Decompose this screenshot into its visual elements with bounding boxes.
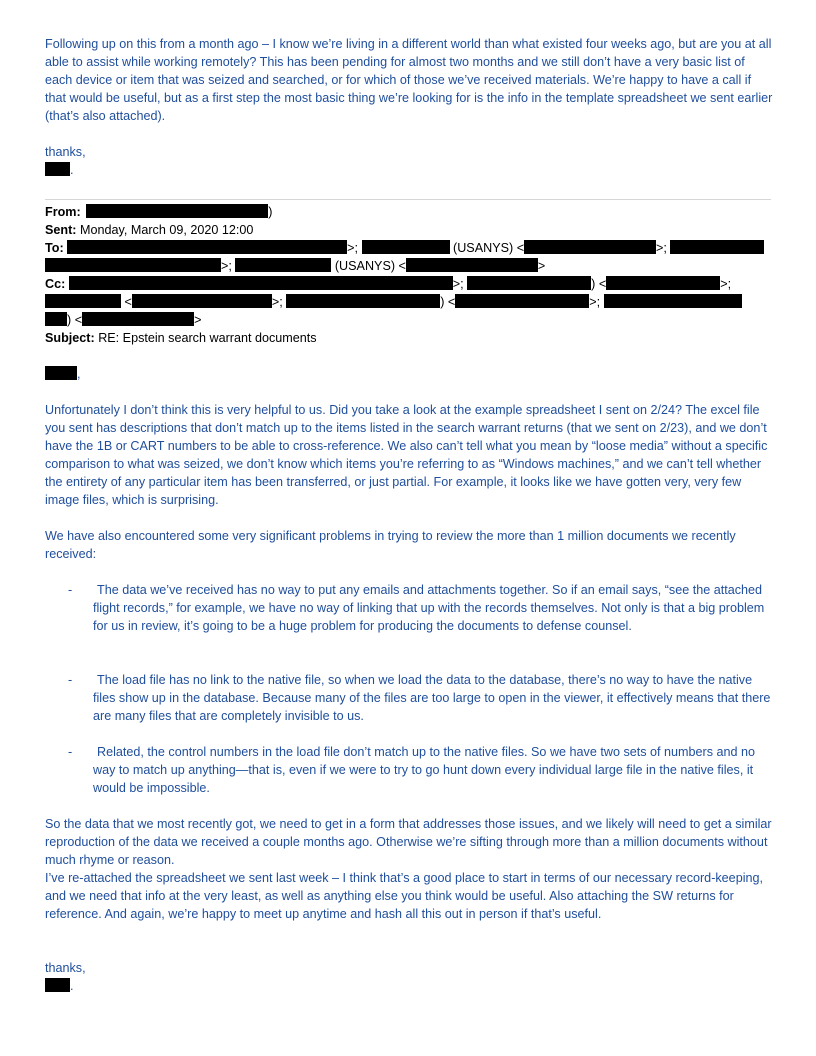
- body-paragraph-2: We have also encountered some very significant problems in trying to review the more than 1 million documents we recently received:: [45, 529, 736, 561]
- bullet-item-2: The load file has no link to the native file, so when we load the data to the database, there’s no way to have the native files show up in the database. Because many of the files are too large to open in the viewer, it effectively means that there are many files that are completely invisible to us.: [93, 673, 771, 723]
- signature-line-2: [45, 977, 775, 995]
- bullet-marker: -: [68, 583, 73, 597]
- cc-separator: >;: [271, 295, 283, 309]
- cc-separator: >;: [720, 277, 732, 291]
- to-line-cont: [45, 257, 775, 275]
- followup-paragraph: Following up on this from a month ago – I know we’re living in a different world than what existed four weeks ago, but are you at all able to assist while working remotely? This has been pending for almost two months and we still don’t have a very basic list of each device or item that was seized and searched, or for which of those we’ve received materials. We’re happy to have a call if that would be useful, but as a first step the most basic thing we’re looking for is the info in the template spreadsheet we sent earlier (that’s also attached).: [45, 37, 773, 123]
- redaction-bar: [604, 294, 742, 308]
- cc-line: [45, 275, 775, 293]
- body-paragraph-1: Unfortunately I don’t think this is very helpful to us. Did you take a look at the example spreadsheet I sent on 2/24? The excel file you sent has descriptions that don’t match up to the items listed in the search warrant returns (that we sent on 2/23), and we don’t have the 1B or CART numbers to be able to cross-reference. We also can’t tell what you mean by “loose media” without a specific comparison to what was seized, we don’t know which items you’re referring to as “Windows machines,” and we can’t tell whether the entirety of any particular item has been transferred, or just partial. For example, it looks like we have gotten very, very few image files, which is surprising.: [45, 403, 768, 507]
- redaction-bar: [606, 276, 720, 290]
- to-separator: >;: [221, 259, 232, 273]
- salutation-line: [45, 365, 775, 383]
- sent-value: Monday, March 09, 2020 12:00: [79, 223, 254, 237]
- subject-value: RE: Epstein search warrant documents: [98, 331, 317, 345]
- sent-line: [45, 221, 775, 239]
- redaction-bar: [45, 978, 70, 992]
- thanks-line-2: thanks,: [45, 961, 86, 975]
- redaction-bar: [455, 294, 589, 308]
- redaction-bar: [86, 204, 268, 218]
- to-line: [45, 239, 775, 257]
- redaction-bar: [132, 294, 272, 308]
- to-org: (USANYS) <: [453, 241, 525, 255]
- redaction-bar: [467, 276, 591, 290]
- from-close-paren: ): [268, 205, 273, 219]
- redaction-bar: [45, 366, 77, 380]
- subject-line: [45, 329, 775, 347]
- redaction-bar: [45, 162, 70, 176]
- to-separator: >;: [347, 241, 359, 255]
- bullet-item-3: Related, the control numbers in the load file don’t match up to the native files. So we have two sets of numbers and no way to match up anything—that is, even if we were to try to go hunt down every individual large file in the native files, it would be impossible.: [93, 745, 756, 795]
- to-label: To:: [45, 241, 64, 255]
- cc-label: Cc:: [45, 277, 66, 291]
- cc-close: >: [194, 313, 202, 327]
- redaction-bar: [45, 312, 67, 326]
- signature-period: .: [70, 979, 74, 993]
- from-label: From:: [45, 205, 81, 219]
- cc-line-cont: [45, 293, 775, 311]
- cc-separator: >;: [452, 277, 464, 291]
- redaction-bar: [45, 258, 221, 272]
- redaction-bar: [235, 258, 331, 272]
- signature-line: [45, 161, 775, 179]
- bullet-item-1: The data we’ve received has no way to put any emails and attachments together. So if an email says, “see the attached flight records,” for example, we have no way of linking that up with the records themselves. Not only is that a big problem for us in review, it’s going to be a huge problem for producing the documents to defense counsel.: [93, 583, 765, 633]
- redaction-bar: [670, 240, 764, 254]
- cc-separator: >;: [589, 295, 601, 309]
- cc-paren: ) <: [591, 277, 607, 291]
- to-org: (USANYS) <: [334, 259, 406, 273]
- to-separator: >;: [656, 241, 667, 255]
- redaction-bar: [524, 240, 656, 254]
- bullet-marker: -: [68, 673, 73, 687]
- cc-paren: ) <: [67, 313, 83, 327]
- from-line: [45, 203, 775, 221]
- thanks-line: thanks,: [45, 145, 86, 159]
- redaction-bar: [69, 276, 453, 290]
- header-divider: [45, 199, 771, 200]
- redaction-bar: [286, 294, 440, 308]
- salutation-comma: ,: [77, 367, 81, 381]
- redaction-bar: [67, 240, 347, 254]
- body-paragraph-3: So the data that we most recently got, we need to get in a form that addresses those issues, and we likely will need to get a similar reproduction of the data we received a couple months ago. Otherwise we’re sifting through more than a million documents without much rhyme or reason.: [45, 817, 772, 867]
- redaction-bar: [362, 240, 450, 254]
- body-paragraph-4: I’ve re-attached the spreadsheet we sent last week – I think that’s a good place to start in terms of our necessary record-keeping, and we need that info at the very least, as well as anything else you think would be useful. Also attaching the SW returns for reference. And again, we’re happy to meet up anytime and hash all this out in person if that’s useful.: [45, 871, 763, 921]
- cc-line-cont2: [45, 311, 775, 329]
- bullet-marker: -: [68, 745, 73, 759]
- subject-label: Subject:: [45, 331, 95, 345]
- redaction-bar: [406, 258, 538, 272]
- redaction-bar: [45, 294, 121, 308]
- to-close: >: [537, 259, 546, 273]
- cc-paren: ) <: [440, 295, 456, 309]
- signature-period: .: [70, 163, 74, 177]
- cc-lt: <: [124, 295, 132, 309]
- sent-label: Sent:: [45, 223, 77, 237]
- redaction-bar: [82, 312, 194, 326]
